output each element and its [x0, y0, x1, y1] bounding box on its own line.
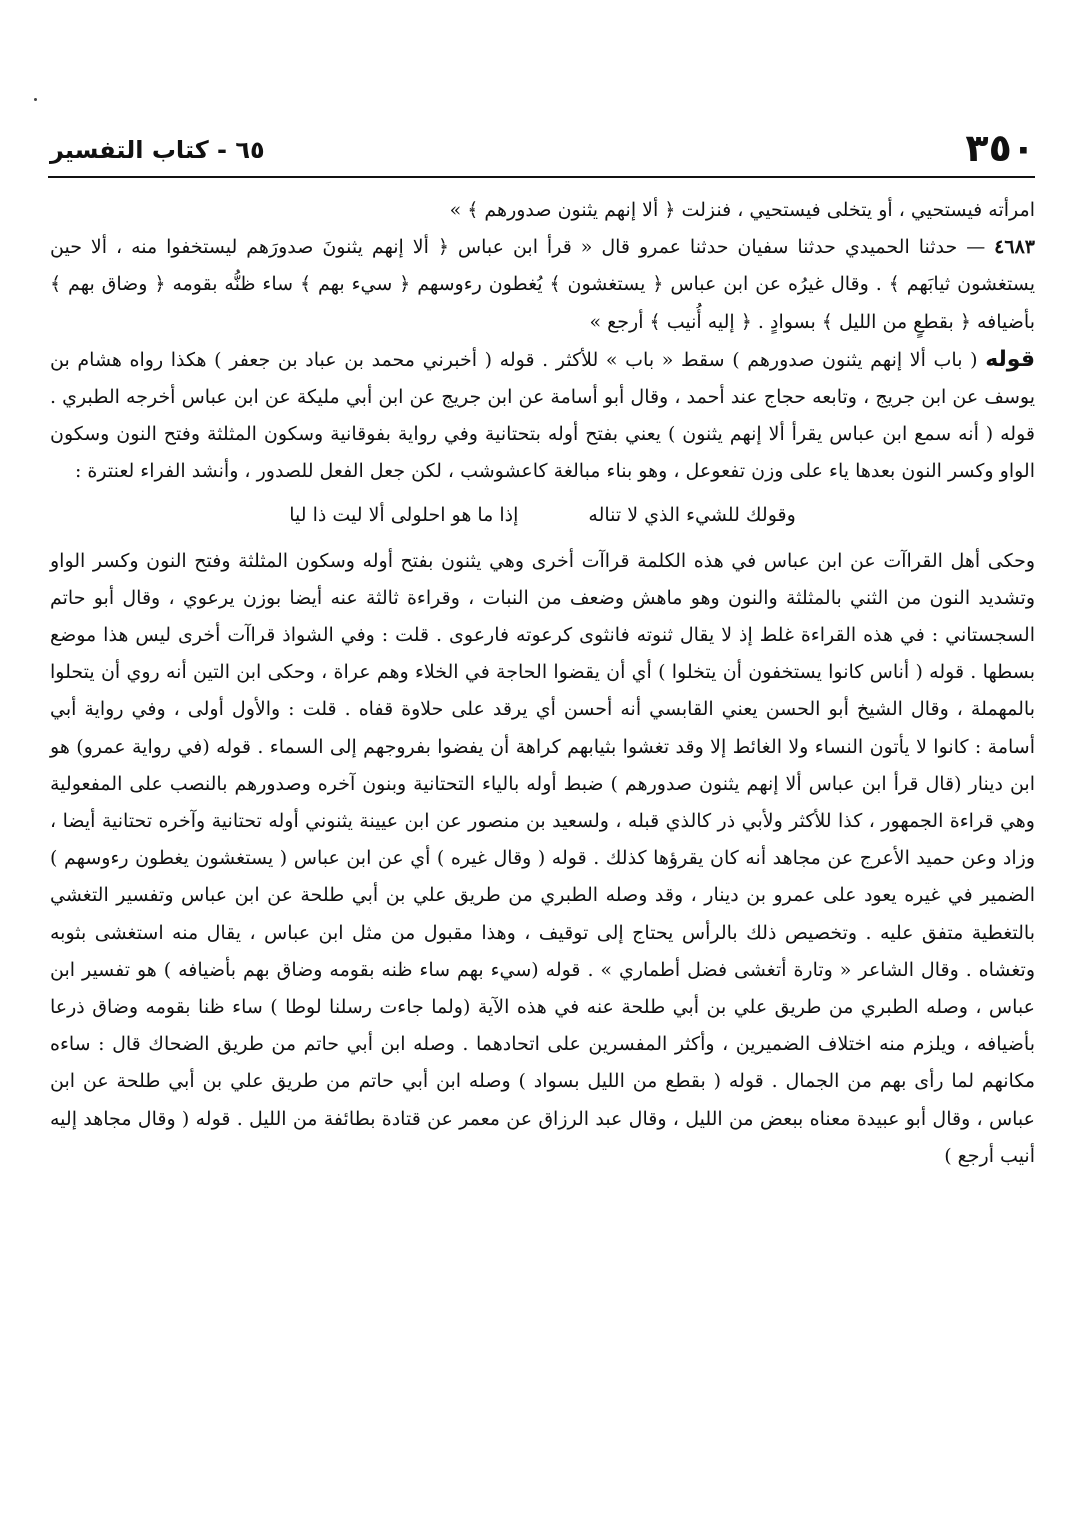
verse-second-hemistich: إذا ما هو احلولى ألا ليت ذا ليا [289, 503, 519, 526]
verse-first-hemistich: وقولك للشيء الذي لا تناله [588, 503, 796, 526]
paragraph-hadith-end: امرأته فيستحيي ، أو يتخلى فيستحيي ، فنزلت ﴿ ألا إنهم يثنون صدورهم ﴾ » [449, 199, 1035, 221]
hadith-number: ٤٦٨٣ [994, 236, 1035, 259]
page-body [50, 192, 1035, 1175]
paragraph-commentary [50, 341, 1035, 491]
commentary-text: ( باب ألا إنهم يثنون صدورهم ) سقط « باب » للأكثر . قوله ( أخبرني محمد بن عباد بن جعفر ) هكذا رواه هشام بن يوسف عن ابن جريج ، وتابعه حجاج عند أحمد ، وقال أبو أسامة عن ابن جريج عن ابن أبي مليكة عن ابن عباس أخرجه الطبري . قوله ( أنه سمع ابن عباس يقرأ ألا إنهم يثنون ) يعني بفتح أوله بتحتانية وفي رواية بفوقانية وسكون المثلثة وفتح النون وسكون الواو وكسر النون بعدها ياء على وزن تفعوعل ، وهو بناء مبالغة كاعشوشب ، لكن جعل الفعل للصدور ، وأنشد الفراء لعنترة : [50, 348, 1035, 483]
page-header [50, 126, 1035, 174]
header-divider [48, 176, 1035, 178]
stray-ink-mark [34, 98, 37, 101]
paragraph-hadith [50, 229, 1035, 341]
qawluhu-marker: قوله [985, 346, 1035, 372]
page-number: ٣٥٠ [965, 126, 1035, 170]
paragraph-commentary-continued: وحكى أهل القراآت عن ابن عباس في هذه الكلمة قراآت أخرى وهي يثنون بفتح أوله وسكون المثلثة وفتح النون وكسر الواو وتشديد النون من الثني بالمثلثة والنون وهو ماهش وضعف من النبات ، وقراءة ثالثة عنه أيضا بوزن يرعوي ، وقال أبو حاتم السجستاني : في هذه القراءة غلط إذ لا يقال ثنوته فانثوى كرعوته فارعوى . قلت : وفي الشواذ قراآت أخرى ليس هذا موضع بسطها . قوله ( أناس كانوا يستخفون أن يتخلوا ) أي أن يقضوا الحاجة في الخلاء وهم عراة ، وحكى ابن التين أنه روي أن يتحلوا بالمهملة ، وقال الشيخ أبو الحسن يعني القابسي أنه أحسن أي يرقد على حلاوة قفاه . قلت : والأول أولى ، وفي رواية أبي أسامة : كانوا لا يأتون النساء ولا الغائط إلا وقد تغشوا بثيابهم كراهة أن يفضوا بفروجهم إلى السماء . قوله (في رواية عمرو) هو ابن دينار (قال قرأ ابن عباس ألا إنهم يثنون صدورهم ) ضبط أوله بالياء التحتانية وبنون آخره وصدورهم بالنصب على المفعولية وهي قراءة الجمهور ، كذا للأكثر ولأبي ذر كالذي قبله ، ولسعيد بن منصور عن ابن عيينة يثنوني أوله تحتانية وآخره تحتانية أيضا ، وزاد وعن حميد الأعرج عن مجاهد أنه كان يقرؤها كذلك . قوله ( وقال غيره ) أي عن ابن عباس ( يستغشون يغطون رءوسهم ) الضمير في غيره يعود على عمرو بن دينار ، وقد وصله الطبري من طريق علي بن أبي طلحة عن ابن عباس وتفسير التغشي بالتغطية متفق عليه . وتخصيص ذلك بالرأس يحتاج إلى توقيف ، وهذا مقبول من مثل ابن عباس ، يقال منه استغشى بثوبه وتغشاه . وقال الشاعر « وتارة أتغشى فضل أطماري » . قوله (سيء بهم ساء ظنه بقومه وضاق بهم بأضيافه ) هو تفسير ابن عباس ، وصله الطبري من طريق علي بن أبي طلحة عنه في هذه الآية (ولما جاءت رسلنا لوطا ) ساء ظنا بقومه وضاق ذرعا بأضيافه ، ويلزم منه اختلاف الضميرين ، وأكثر المفسرين على اتحادهما . وصله ابن أبي حاتم من طريق الضحاك قال : ساءه مكانهم لما رأى بهم من الجمال . قوله ( بقطع من الليل بسواد ) وصله ابن أبي حاتم من طريق علي بن أبي طلحة عن ابن عباس ، وقال أبو عبيدة معناه ببعض من الليل ، وقال عبد الرزاق عن معمر عن قتادة بطائفة من الليل . قوله ( وقال مجاهد إليه أنيب أرجع ) [50, 549, 1035, 1167]
hadith-text: — حدثنا الحميدي حدثنا سفيان حدثنا عمرو قال « قرأ ابن عباس ﴿ ألا إنهم يثنونَ صدورَهم ليستخفوا منه ، ألا حين يستغشون ثيابَهم ﴾ . وقال غيرُه عن ابن عباس ﴿ يستغشون ﴾ يُغطون رءوسهم ﴿ سيء بهم ﴾ ساء ظنُّه بقومه ﴿ وضاق بهم ﴾ بأضيافه ﴿ بقطعٍ من الليل ﴾ بسوادٍ . ﴿ إليه أُنيب ﴾ أرجع » [50, 236, 1035, 333]
poetry-verse [50, 491, 1035, 543]
chapter-title: ٦٥ - كتاب التفسير [50, 136, 265, 164]
